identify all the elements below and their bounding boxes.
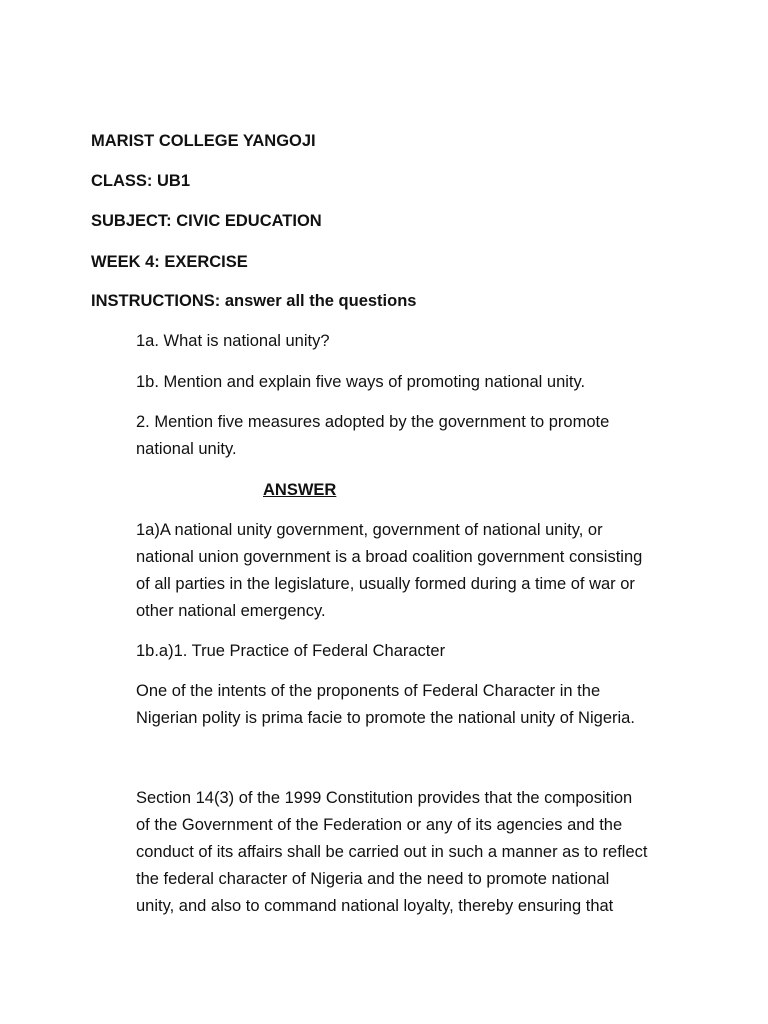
paragraph-line: conduct of its affairs shall be carried out in such a manner as to reflect: [136, 843, 648, 861]
subject-line: SUBJECT: CIVIC EDUCATION: [91, 212, 322, 230]
answer-1b-title: 1b.a)1. True Practice of Federal Character: [136, 642, 446, 660]
answer-heading: ANSWER: [263, 481, 337, 499]
school-name: MARIST COLLEGE YANGOJI: [91, 132, 316, 150]
instructions-line: INSTRUCTIONS: answer all the questions: [91, 292, 417, 310]
answer-1a-line: 1a)A national unity government, government of national unity, or: [136, 521, 603, 539]
paragraph-line: Nigerian polity is prima facie to promote the national unity of Nigeria.: [136, 709, 635, 727]
class-line: CLASS: UB1: [91, 172, 191, 190]
answer-1a-line: other national emergency.: [136, 602, 326, 620]
paragraph-line: the federal character of Nigeria and the need to promote national: [136, 870, 610, 888]
question-2-line: 2. Mention five measures adopted by the government to promote: [136, 413, 610, 431]
question-1a: 1a. What is national unity?: [136, 332, 330, 350]
paragraph-line: Section 14(3) of the 1999 Constitution provides that the composition: [136, 789, 633, 807]
paragraph-line: unity, and also to command national loyalty, thereby ensuring that: [136, 897, 614, 915]
question-2-line: national unity.: [136, 440, 237, 458]
answer-1a-line: of all parties in the legislature, usually formed during a time of war or: [136, 575, 635, 593]
question-1b: 1b. Mention and explain five ways of promoting national unity.: [136, 373, 586, 391]
paragraph-line: One of the intents of the proponents of Federal Character in the: [136, 682, 601, 700]
answer-1a-line: national union government is a broad coalition government consisting: [136, 548, 643, 566]
paragraph-line: of the Government of the Federation or any of its agencies and the: [136, 816, 623, 834]
week-line: WEEK 4: EXERCISE: [91, 253, 248, 271]
